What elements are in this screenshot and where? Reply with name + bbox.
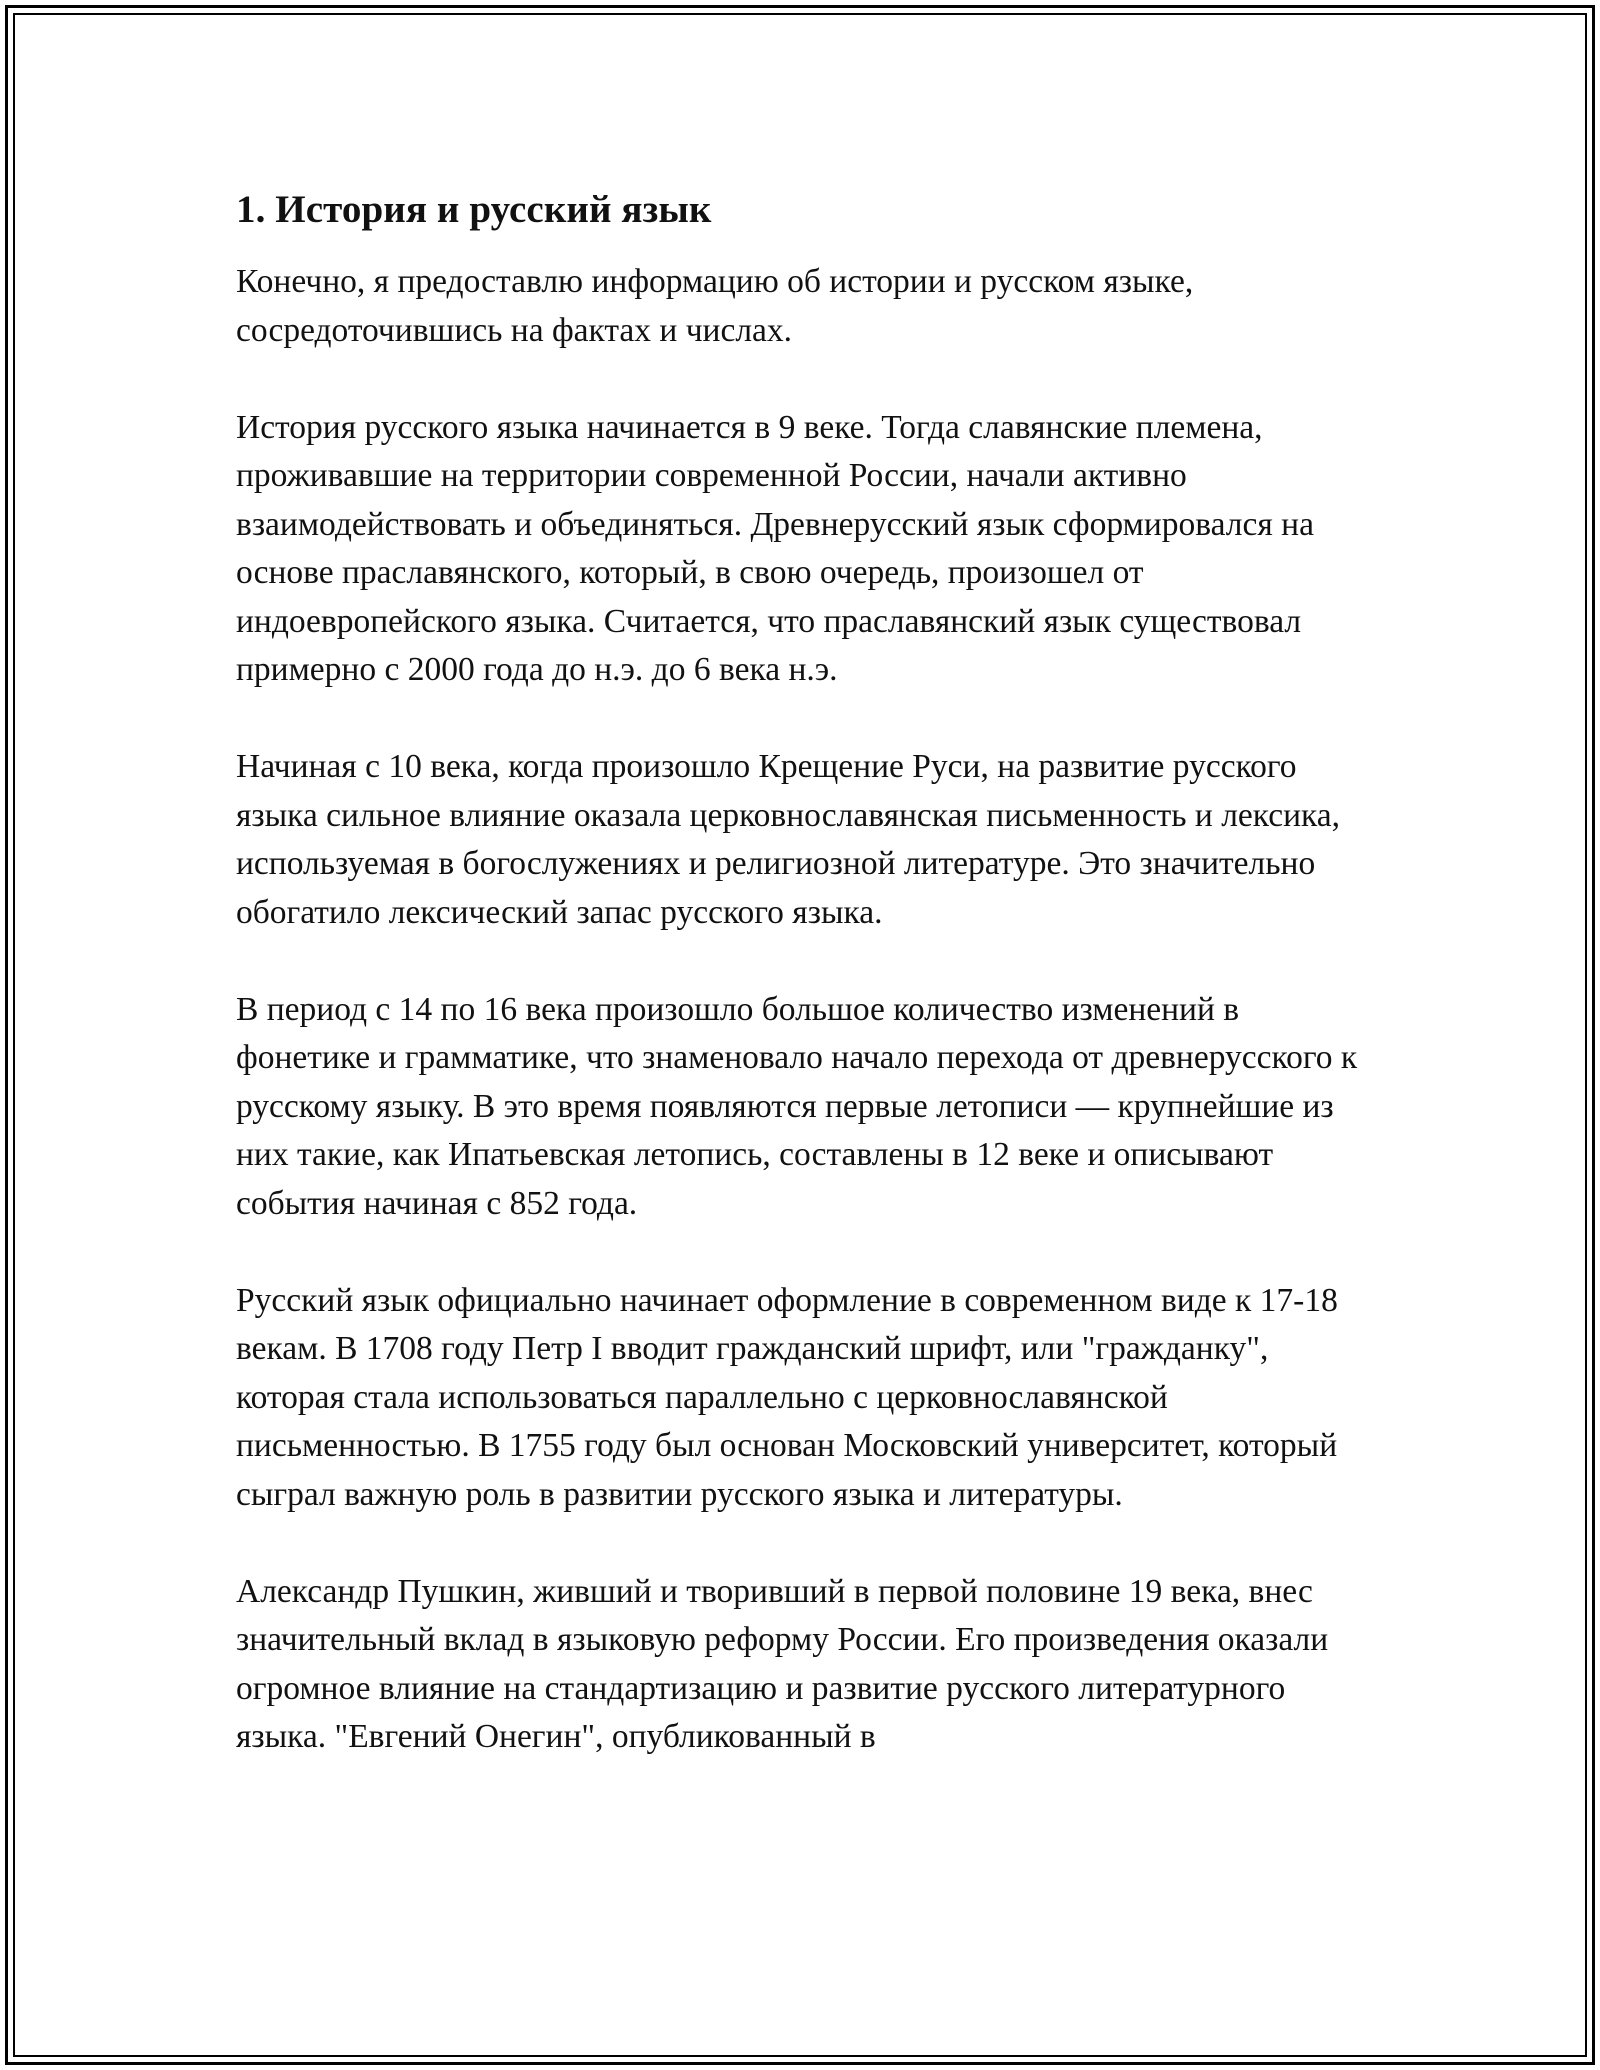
paragraph-intro: Конечно, я предоставлю информацию об истории и русском языке, сосредоточившись на фактах и числах.: [236, 263, 1194, 349]
paragraph-baptism: Начиная с 10 века, когда произошло Крещение Руси, на развитие русского языка сильное влияние оказала церковнославянская письменность и лексика, используемая в богослужениях и религиозной литературе. Это значительно обогатило лексический запас русского языка.: [236, 748, 1341, 931]
section-heading: 1. История и русский язык: [236, 188, 712, 231]
paragraph-pushkin: Александр Пушкин, живший и творивший в первой половине 19 века, внес значительный вклад в языковую реформу России. Его произведения оказали огромное влияние на стандартизацию и развитие русского литературного языка. "Евгений Онегин", опубликованный в: [236, 1572, 1329, 1755]
paragraph-modern-form: Русский язык официально начинает оформление в современном виде к 17-18 векам. В 1708 году Петр I вводит гражданский шрифт, или "гражданку", которая стала использоваться параллельно с церковнославянской письменностью. В 1755 году был основан Московский университет, который сыграл важную роль в развитии русского языка и литературы.: [236, 1281, 1338, 1513]
paragraph-chronicles: В период с 14 по 16 века произошло большое количество изменений в фонетике и грамматике, что знаменовало начало перехода от древнерусского к русскому языку. В это время появляются первые летописи — крупнейшие из них такие, как Ипатьевская летопись, составлены в 12 веке и описывают события начиная с 852 года.: [236, 990, 1358, 1222]
paragraph-origins: История русского языка начинается в 9 веке. Тогда славянские племена, проживавшие на территории современной России, начали активно взаимодействовать и объединяться. Древнерусский язык сформировался на основе праславянского, который, в свою очередь, произошел от индоевропейского языка. Считается, что праславянский язык существовал примерно с 2000 года до н.э. до 6 века н.э.: [236, 408, 1314, 688]
document-body: [236, 186, 1366, 1810]
